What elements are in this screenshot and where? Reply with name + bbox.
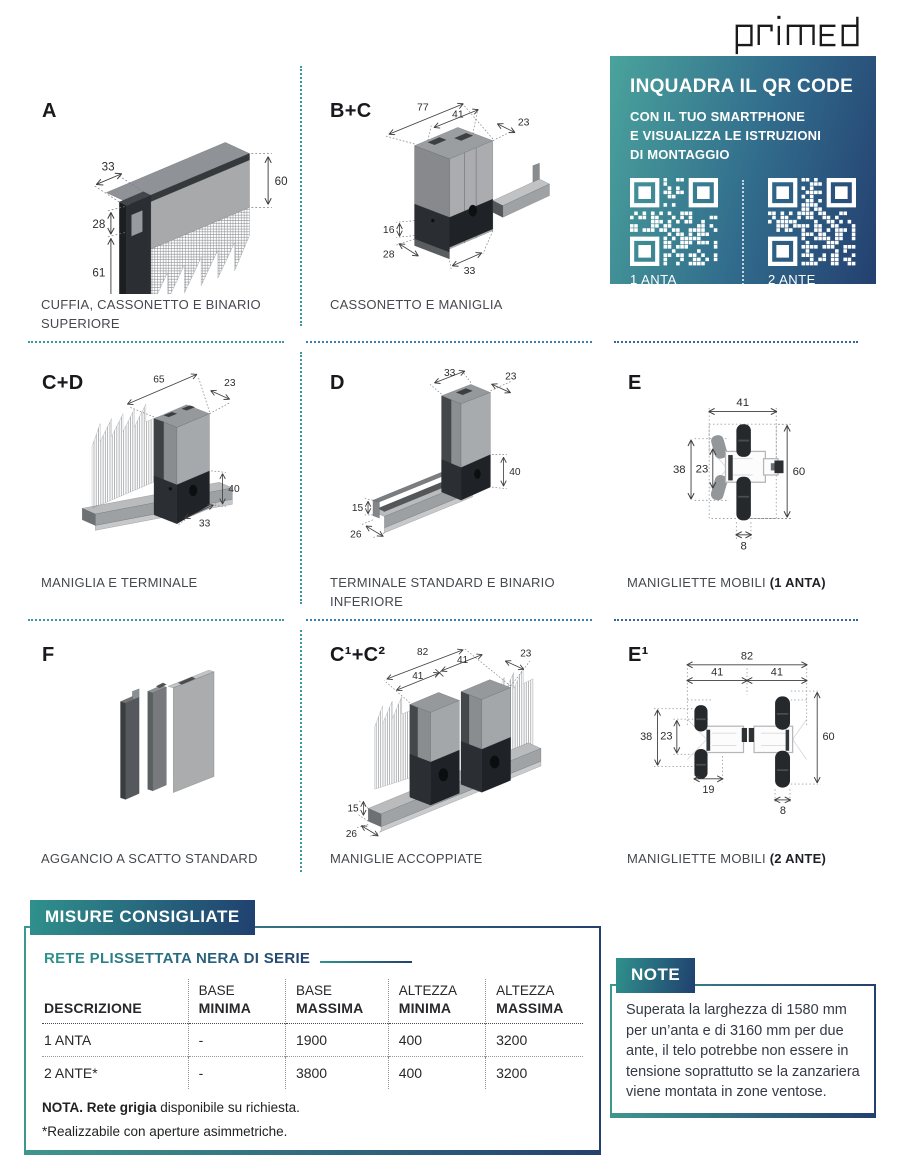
dimension-label: 23 [520,648,532,660]
cell: - [188,1024,285,1057]
i-dot [777,16,780,19]
diagram-d-label: D [330,372,345,394]
note-panel-title: NOTE [616,958,695,993]
cell: 400 [388,1024,485,1057]
diagram-d-cell [302,342,610,620]
qr-cell [610,56,876,342]
primed-logo [722,14,874,56]
diagram-cd-label: C+D [42,372,84,394]
diagram-bc-drawing [310,94,604,294]
dimension-label: 23 [660,730,673,743]
dimension-label: 23 [505,371,517,383]
dimension-label: 41 [412,670,424,682]
diagram-bc-caption: CASSONETTO E MANIGLIA [330,297,503,312]
table-subtitle: RETE PLISSETTATA NERA DI SERIE [44,950,311,967]
dimension-label: 41 [457,654,469,666]
dimension-label: 60 [274,175,288,189]
qr-item-1-anta [630,178,718,287]
col-header-altezza-minima: ALTEZZA MINIMA [388,979,485,1024]
diagram-a-label: A [42,100,57,122]
col-header-base-minima: BASE MINIMA [188,979,285,1024]
dimension-label: 82 [417,646,429,658]
diagram-e-cell [610,342,876,620]
page-header [24,0,876,56]
dimension-label: 28 [382,249,395,261]
diagram-e1-label: E¹ [628,644,649,666]
qr-row [630,178,856,288]
dimension-label: 60 [792,465,806,478]
dimension-label: 65 [153,374,165,386]
dimension-label: 16 [382,225,395,237]
cell: 1 ANTA [44,1032,92,1048]
measure-panel [24,900,601,1155]
diagram-grid [24,56,876,888]
col-header-descrizione: DESCRIZIONE [44,1000,142,1016]
diagram-c1c2-drawing [310,642,604,842]
measure-panel-title: MISURE CONSIGLIATE [30,900,255,935]
table-asterisk-note: *Realizzabile con aperture asimmetriche. [42,1124,288,1139]
dimension-label: 8 [740,540,747,553]
diagram-d-drawing [310,368,604,572]
dimension-label: 77 [417,102,429,114]
diagram-a-cell [24,56,302,342]
table-row [42,1024,583,1057]
dimension-label: 15 [347,803,359,815]
dimension-label: 40 [228,484,240,496]
diagram-c1c2-caption: MANIGLIE ACCOPPIATE [330,851,483,866]
dimension-label: 41 [736,397,750,410]
diagram-e-label: E [628,372,642,394]
dimension-label: 26 [345,829,357,841]
dimension-label: 23 [695,463,709,476]
cell: 2 ANTE* [44,1065,98,1081]
qr-panel-subtitle: CON IL TUO SMARTPHONE E VISUALIZZA LE ISTRUZIONI DI MONTAGGIO [630,109,822,162]
cell: 3800 [285,1057,388,1090]
dimension-label: 41 [452,109,464,121]
qr-panel-title: INQUADRA IL QR CODE [630,76,854,97]
diagram-cd-caption: MANIGLIA E TERMINALE [41,575,198,590]
dimension-label: 15 [351,502,364,514]
diagram-cd-drawing [24,368,302,572]
dimension-label: 40 [509,466,521,478]
dimension-label: 41 [770,666,783,679]
diagram-e1-caption: MANIGLIETTE MOBILI (2 ANTE) [627,851,827,866]
diagram-d-caption: TERMINALE STANDARD E BINARIO INFERIORE [330,575,555,609]
measure-table [42,979,583,1089]
dimension-label: 19 [702,783,715,796]
diagram-f-drawing [24,642,302,842]
diagram-bc-label: B+C [330,100,372,122]
dimension-label: 8 [779,804,787,817]
cell: 1900 [285,1024,388,1057]
qr-code-2-ante [768,178,856,266]
dimension-label: 61 [92,266,106,280]
dimension-label: 33 [443,368,456,380]
diagram-bc-cell [302,56,610,342]
qr-code-1-anta [630,178,718,266]
diagram-cd-cell [24,342,302,620]
note-body: Superata la larghezza di 1580 mm per un’anta e di 3160 mm per due ante, il telo potrebbe non essere in tensione soprattutto se la zanzariera viene montata in zone ventose. [626,1002,860,1101]
dimension-label: 28 [92,217,106,231]
table-nota: NOTA. Rete grigia disponibile su richiesta. [42,1100,300,1115]
dimension-label: 60 [822,731,835,744]
dimension-label: 41 [711,666,724,679]
dimension-label: 23 [224,377,236,389]
dimension-label: 23 [517,117,530,129]
dimension-label: 33 [198,518,211,530]
bottom-section [24,900,876,1155]
diagram-f-cell [24,620,302,888]
diagram-e-drawing [610,368,870,572]
col-header-altezza-massima: ALTEZZA MASSIMA [486,979,583,1024]
dimension-label: 38 [672,464,686,477]
dimension-label: 33 [463,266,476,277]
diagram-a-drawing [24,94,302,294]
diagram-f-caption: AGGANCIO A SCATTO STANDARD [41,851,258,866]
qr-divider [742,180,744,288]
dimension-label: 38 [640,731,653,744]
qr-label: 2 ANTE [768,271,816,287]
dimension-label: 26 [350,529,362,541]
qr-item-2-ante [768,178,856,287]
subtitle-underline [320,961,412,963]
dimension-label: 82 [740,650,754,663]
cell: 3200 [486,1057,583,1090]
table-header-row [42,979,583,1024]
diagram-c1c2-cell [302,620,610,888]
diagram-a-caption: CUFFIA, CASSONETTO E BINARIO SUPERIORE [41,297,261,331]
note-panel [610,958,876,1155]
cell: 400 [388,1057,485,1090]
dimension-label: 33 [101,160,115,174]
diagram-e1-cell [610,620,876,888]
diagram-f-label: F [42,644,55,666]
diagram-c1c2-label: C¹+C² [330,644,386,666]
table-subtitle-row [42,950,583,967]
cell: 3200 [486,1024,583,1057]
table-row [42,1057,583,1090]
col-header-base-massima: BASE MASSIMA [285,979,388,1024]
qr-panel [610,56,876,287]
diagram-e-caption: MANIGLIETTE MOBILI (1 ANTA) [627,575,826,590]
qr-label: 1 ANTA [630,271,677,287]
cell: - [188,1057,285,1090]
diagram-e1-drawing [610,642,870,842]
